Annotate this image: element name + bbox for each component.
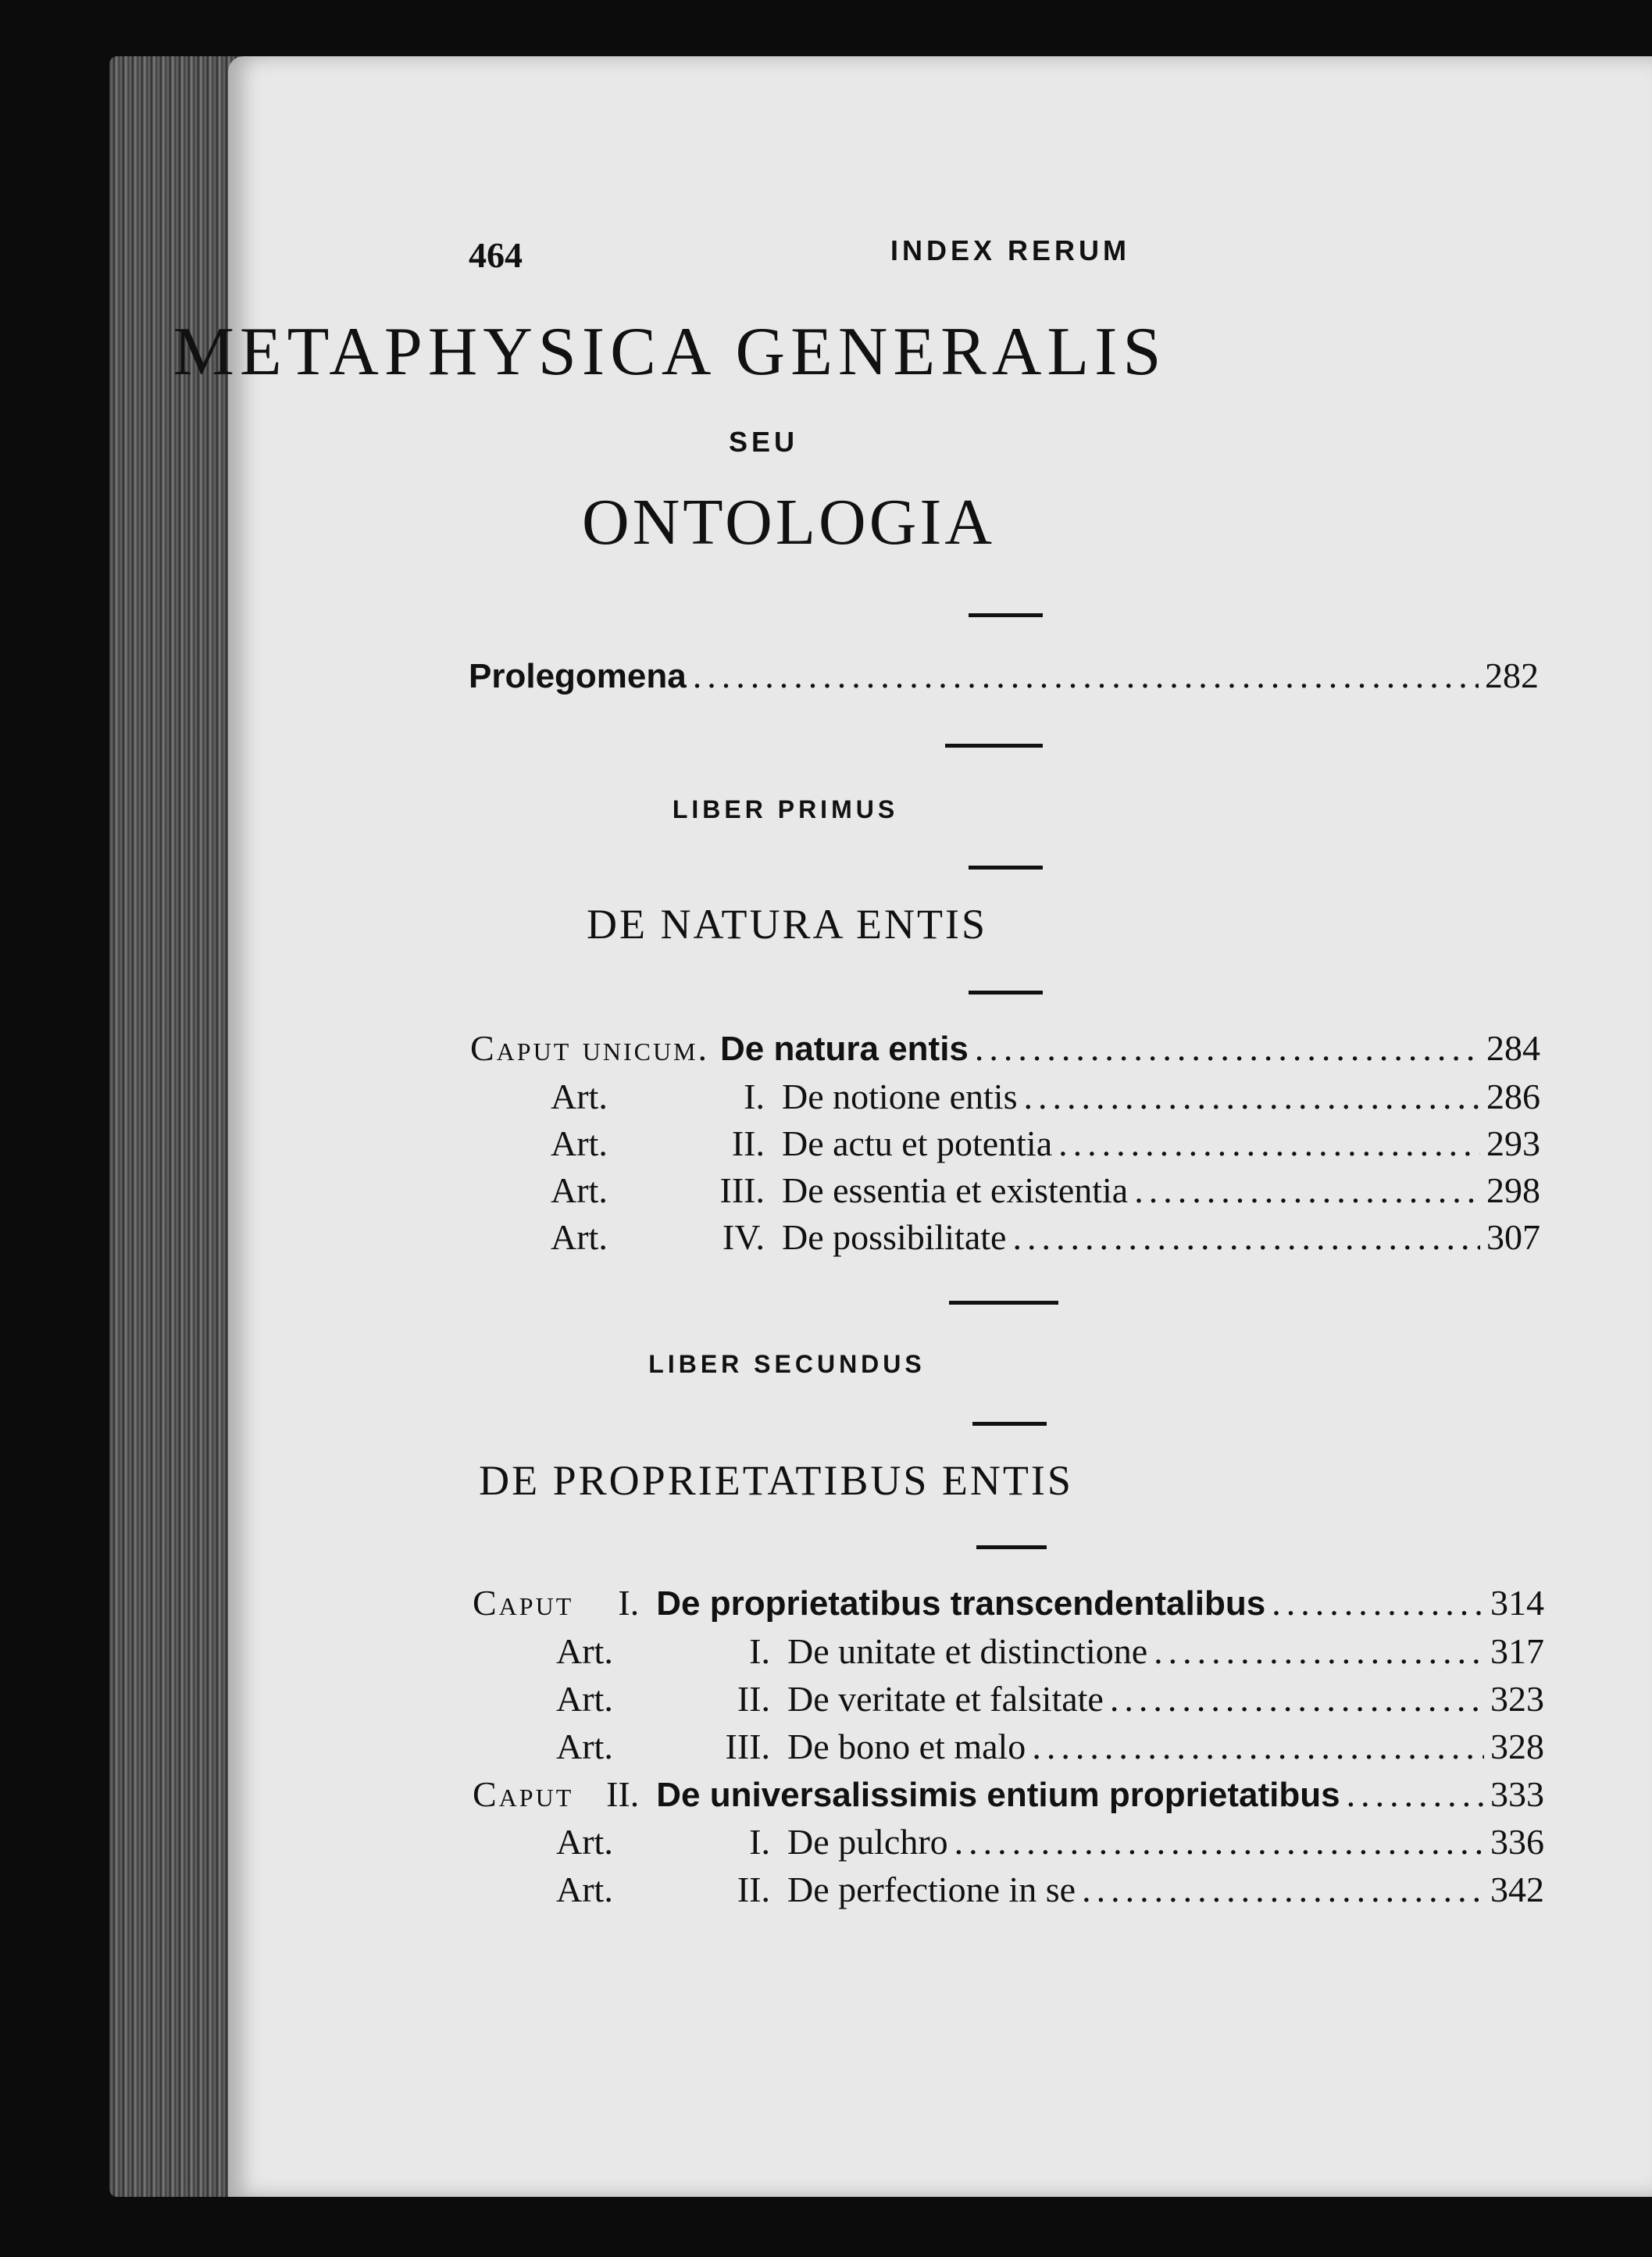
art-label: Art. [551,1077,608,1116]
caput-title: De universalissimis entium proprietatibus [656,1776,1340,1814]
toc-article [556,1869,1544,1910]
toc-caput-unicum [470,1027,1540,1069]
article-title: De bono et malo [787,1727,1026,1766]
rule-1 [969,613,1043,617]
article-page: 293 [1486,1123,1540,1163]
article-page: 336 [1490,1822,1544,1862]
book1-part-title: DE NATURA ENTIS [587,901,987,948]
article-title: De actu et potentia [782,1123,1053,1163]
dot-leader [1082,1869,1484,1910]
art-label: Art. [551,1217,608,1257]
caput-prefix: Caput [473,1774,574,1814]
art-label: Art. [556,1822,613,1862]
rule-2 [945,744,1043,748]
toc-caput-1 [473,1582,1544,1623]
prolegomena-label: Prolegomena [469,657,687,695]
dot-leader [1154,1630,1484,1672]
article-title: De essentia et existentia [782,1170,1129,1210]
rule-7 [976,1545,1047,1549]
toc-article [551,1216,1540,1258]
main-title: METAPHYSICA GENERALIS [173,314,1167,390]
art-number: I. [749,1822,770,1862]
page-number: 464 [469,235,523,275]
prolegomena-page: 282 [1485,655,1539,695]
seu-label: SEU [728,426,799,458]
dot-leader [1058,1123,1480,1164]
art-number: I. [749,1631,770,1671]
art-label: Art. [556,1679,613,1719]
art-number: III. [725,1727,770,1766]
article-title: De unitate et distinctione [787,1631,1148,1671]
rule-4 [969,991,1043,995]
caput-page: 333 [1490,1774,1544,1814]
toc-article [556,1726,1544,1767]
art-label: Art. [551,1170,608,1210]
article-title: De pulchro [787,1822,948,1862]
article-title: De veritate et falsitate [787,1679,1104,1719]
caput-prefix: Caput [473,1583,574,1623]
art-label: Art. [556,1631,613,1671]
dot-leader [975,1027,1480,1069]
caput-prefix: Caput unicum. [470,1028,710,1068]
art-number: III. [719,1170,765,1210]
book1-label: LIBER PRIMUS [672,795,899,823]
article-title: De notione entis [782,1077,1018,1116]
article-page: 298 [1486,1170,1540,1210]
art-number: II. [737,1870,770,1909]
subtitle: ONTOLOGIA [581,486,996,559]
caput-number: II. [606,1774,640,1814]
art-number: II. [731,1123,765,1163]
dot-leader [1110,1678,1484,1720]
rule-6 [972,1422,1047,1426]
article-title: De perfectione in se [787,1870,1076,1909]
toc-article [551,1123,1540,1164]
toc-prolegomena [469,655,1539,696]
dot-leader [1134,1170,1480,1211]
caput-title: De proprietatibus transcendentalibus [656,1584,1266,1623]
article-title: De possibilitate [782,1217,1007,1257]
caput-title: De natura entis [720,1030,969,1068]
toc-article [556,1630,1544,1672]
toc-article [551,1076,1540,1117]
rule-5 [949,1301,1058,1305]
art-label: Art. [551,1123,608,1163]
article-page: 317 [1490,1631,1544,1671]
dot-leader [1024,1076,1481,1117]
rule-3 [969,866,1043,870]
dot-leader [1347,1773,1484,1815]
dot-leader [693,655,1479,696]
dot-leader [1272,1582,1484,1623]
caput-page: 314 [1490,1583,1544,1623]
toc-article [556,1821,1544,1862]
running-title: INDEX RERUM [890,234,1131,266]
caput-number: I. [618,1583,640,1623]
article-page: 328 [1490,1727,1544,1766]
toc-article [556,1678,1544,1720]
art-label: Art. [556,1870,613,1909]
art-number: I. [744,1077,765,1116]
dot-leader [1032,1726,1484,1767]
art-label: Art. [556,1727,613,1766]
toc-article [551,1170,1540,1211]
art-number: IV. [722,1217,765,1257]
dot-leader [1012,1216,1480,1258]
dot-leader [954,1821,1484,1862]
book2-part-title: DE PROPRIETATIBUS ENTIS [479,1457,1073,1504]
toc-caput-2 [473,1773,1544,1815]
art-number: II. [737,1679,770,1719]
book2-label: LIBER SECUNDUS [648,1350,926,1378]
article-page: 307 [1486,1217,1540,1257]
article-page: 342 [1490,1870,1544,1909]
article-page: 286 [1486,1077,1540,1116]
caput-page: 284 [1486,1028,1540,1068]
article-page: 323 [1490,1679,1544,1719]
